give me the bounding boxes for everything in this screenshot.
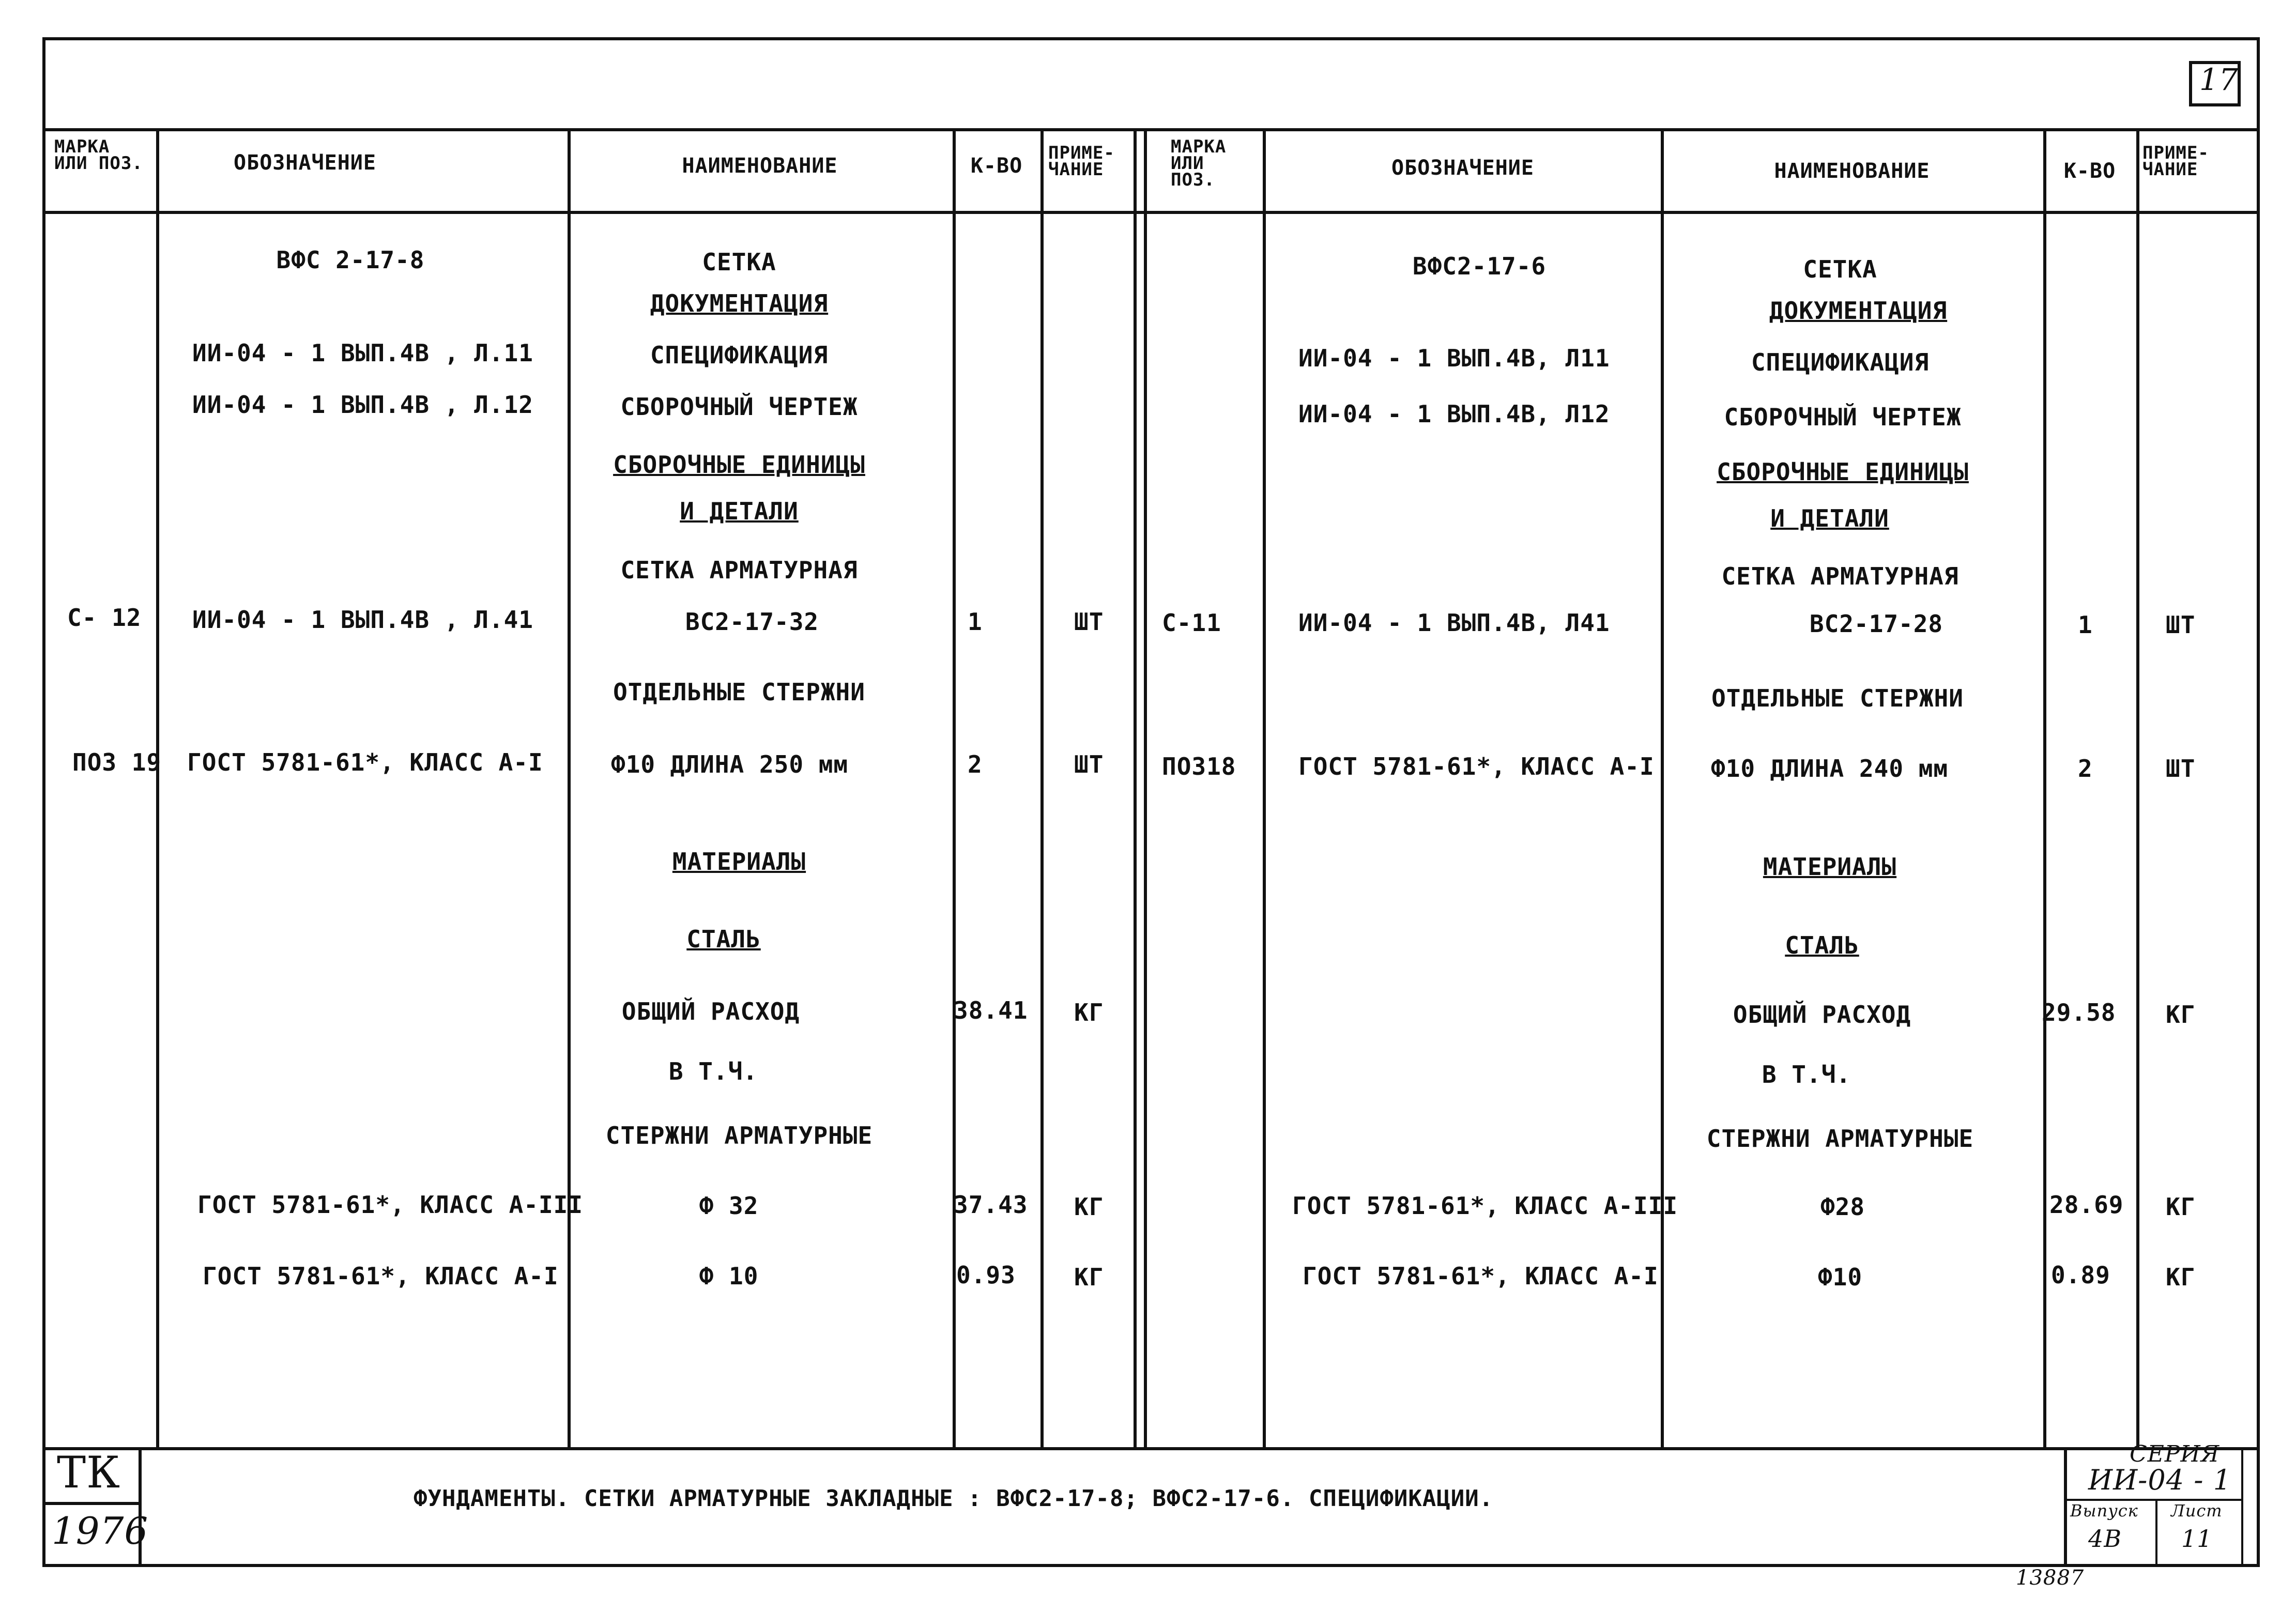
right-r2-qty: 0.89 <box>2051 1261 2110 1289</box>
left-spec-name: СПЕЦИФИКАЦИЯ <box>650 341 829 369</box>
header-qty: К-ВО <box>2063 159 2116 183</box>
right-title: ВФС2-17-6 <box>1412 252 1547 280</box>
left-bar-qty: 2 <box>968 750 983 778</box>
right-r1-qty: 28.69 <box>2049 1191 2124 1219</box>
right-r2-designation: ГОСТ 5781-61*, КЛАСС А-I <box>1303 1262 1659 1290</box>
left-doc-name: СЕТКА <box>702 248 776 276</box>
header-bottom-line <box>42 211 2260 214</box>
divider <box>2241 1447 2243 1567</box>
left-bar-mark: ПОЗ 19 <box>72 748 162 776</box>
left-units-line2: И ДЕТАЛИ <box>680 497 799 525</box>
table-bottom-line <box>42 1447 2260 1450</box>
issue-value: 4В <box>2088 1525 2122 1553</box>
right-r1-unit: КГ <box>2166 1193 2196 1221</box>
divider <box>1040 128 1044 1447</box>
header-designation: ОБОЗНАЧЕНИЕ <box>234 151 376 175</box>
divider <box>1263 128 1266 1447</box>
left-bar-name: Ф10 ДЛИНА 250 мм <box>611 750 849 778</box>
right-bar-mark: ПОЗ18 <box>1162 753 1236 780</box>
right-mesh-unit: ШТ <box>2166 611 2196 639</box>
right-total-unit: КГ <box>2166 1001 2196 1028</box>
right-units-line2: И ДЕТАЛИ <box>1770 504 1889 532</box>
header-qty: К-ВО <box>970 154 1023 178</box>
header-mark: МАРКА ИЛИ ПОЗ. <box>1171 136 1227 190</box>
left-mesh-designation: ИИ-04 - 1 ВЫП.4В , Л.41 <box>192 606 533 634</box>
right-r1-designation: ГОСТ 5781-61*, КЛАСС А-III <box>1292 1192 1678 1220</box>
right-doc-name: СЕТКА <box>1803 255 1877 283</box>
left-mesh-qty: 1 <box>968 608 983 636</box>
left-r2-qty: 0.93 <box>956 1261 1016 1289</box>
right-mesh-name: СЕТКА АРМАТУРНАЯ <box>1721 562 1959 590</box>
drawing-caption: ФУНДАМЕНТЫ. СЕТКИ АРМАТУРНЫЕ ЗАКЛАДНЫЕ : ВФС2-17-8; ВФС2-17-6. СПЕЦИФИКАЦИИ. <box>414 1485 1494 1512</box>
header-note: ПРИМЕ-ЧАНИЕ <box>1048 143 1115 180</box>
right-mesh-type: ВС2-17-28 <box>1809 610 1943 638</box>
series-value: ИИ-04 - 1 <box>2088 1464 2232 1496</box>
left-rebar-name: СТЕРЖНИ АРМАТУРНЫЕ <box>605 1122 873 1149</box>
divider <box>953 128 956 1447</box>
right-total-name: ОБЩИЙ РАСХОД <box>1733 1001 1911 1028</box>
header-note: ПРИМЕ-ЧАНИЕ <box>2142 143 2209 180</box>
divider <box>1144 128 1147 1447</box>
left-total-unit: КГ <box>1074 999 1104 1026</box>
divider <box>2136 128 2139 1447</box>
right-r2-unit: КГ <box>2166 1263 2196 1291</box>
right-bar-name: Ф10 ДЛИНА 240 мм <box>1711 755 1949 782</box>
left-r2-unit: КГ <box>1074 1263 1104 1291</box>
left-total-qty: 38.41 <box>954 996 1028 1024</box>
divider <box>1661 128 1664 1447</box>
left-title: ВФС 2-17-8 <box>276 246 425 274</box>
left-steel: СТАЛЬ <box>686 925 761 953</box>
header-name: НАИМЕНОВАНИЕ <box>1774 159 1930 183</box>
right-bar-unit: ШТ <box>2166 755 2196 782</box>
left-r2-designation: ГОСТ 5781-61*, КЛАСС А-I <box>203 1262 559 1290</box>
header-mark: МАРКА ИЛИ ПОЗ. <box>54 136 143 174</box>
right-spec-designation: ИИ-04 - 1 ВЫП.4В, Л11 <box>1298 344 1610 372</box>
left-spec-designation: ИИ-04 - 1 ВЫП.4В , Л.11 <box>192 339 533 367</box>
right-r2-name: Ф10 <box>1817 1263 1863 1291</box>
right-r1-name: Ф28 <box>1820 1193 1865 1221</box>
right-asm-name: СБОРОЧНЫЙ ЧЕРТЕЖ <box>1724 403 1962 431</box>
series-label: СЕРИЯ <box>2130 1441 2220 1467</box>
left-r1-qty: 37.43 <box>954 1191 1028 1219</box>
left-incl: В Т.Ч. <box>668 1057 758 1085</box>
left-mesh-name: СЕТКА АРМАТУРНАЯ <box>620 556 858 584</box>
divider <box>156 128 159 1447</box>
left-mesh-type: ВС2-17-32 <box>685 608 819 636</box>
year-label: 1976 <box>52 1509 149 1553</box>
left-units-line1: СБОРОЧНЫЕ ЕДИНИЦЫ <box>613 451 865 479</box>
divider <box>2155 1499 2157 1567</box>
right-doc-section: ДОКУМЕНТАЦИЯ <box>1769 297 1948 325</box>
left-asm-designation: ИИ-04 - 1 ВЫП.4В , Л.12 <box>192 391 533 419</box>
right-incl: В Т.Ч. <box>1762 1061 1851 1088</box>
right-bars-name: ОТДЕЛЬНЫЕ СТЕРЖНИ <box>1711 684 1964 712</box>
header-designation: ОБОЗНАЧЕНИЕ <box>1391 156 1534 180</box>
sheet-value: 11 <box>2181 1525 2213 1553</box>
left-mesh-mark: С- 12 <box>67 604 142 632</box>
left-doc-section: ДОКУМЕНТАЦИЯ <box>650 289 829 317</box>
left-r1-unit: КГ <box>1074 1193 1104 1221</box>
right-materials: МАТЕРИАЛЫ <box>1763 853 1897 881</box>
divider <box>42 1502 139 1505</box>
left-r1-designation: ГОСТ 5781-61*, КЛАСС А-III <box>197 1191 584 1219</box>
right-spec-name: СПЕЦИФИКАЦИЯ <box>1751 348 1930 376</box>
left-materials: МАТЕРИАЛЫ <box>672 848 806 876</box>
sheet-number: 17 <box>2199 62 2239 97</box>
left-bars-name: ОТДЕЛЬНЫЕ СТЕРЖНИ <box>613 678 865 706</box>
right-steel: СТАЛЬ <box>1785 931 1859 959</box>
right-total-qty: 29.58 <box>2042 999 2116 1026</box>
right-mesh-qty: 1 <box>2078 611 2093 639</box>
left-r1-name: Ф 32 <box>699 1192 759 1220</box>
table-top-line <box>42 128 2260 131</box>
right-asm-designation: ИИ-04 - 1 ВЫП.4В, Л12 <box>1298 400 1610 428</box>
left-mesh-unit: ШТ <box>1074 608 1104 636</box>
divider <box>568 128 571 1447</box>
right-bar-designation: ГОСТ 5781-61*, КЛАСС А-I <box>1298 753 1655 780</box>
right-rebar-name: СТЕРЖНИ АРМАТУРНЫЕ <box>1706 1125 1974 1153</box>
right-units-line1: СБОРОЧНЫЕ ЕДИНИЦЫ <box>1717 458 1969 486</box>
header-name: НАИМЕНОВАНИЕ <box>682 154 838 178</box>
issue-label: Выпуск <box>2070 1501 2138 1521</box>
left-total-name: ОБЩИЙ РАСХОД <box>621 997 800 1025</box>
divider <box>1134 128 1137 1447</box>
divider <box>2064 1447 2067 1567</box>
right-bar-qty: 2 <box>2078 755 2093 782</box>
divider <box>2043 128 2046 1447</box>
left-r2-name: Ф 10 <box>699 1262 759 1290</box>
left-bar-designation: ГОСТ 5781-61*, КЛАСС А-I <box>187 748 543 776</box>
archive-number: 13887 <box>2016 1566 2085 1590</box>
left-asm-name: СБОРОЧНЫЙ ЧЕРТЕЖ <box>620 393 858 421</box>
right-mesh-mark: С-11 <box>1162 609 1221 637</box>
sheet-label: Лист <box>2171 1501 2223 1521</box>
right-mesh-designation: ИИ-04 - 1 ВЫП.4В, Л41 <box>1298 609 1610 637</box>
tk-label: ТК <box>57 1447 121 1498</box>
left-bar-unit: ШТ <box>1074 750 1104 778</box>
